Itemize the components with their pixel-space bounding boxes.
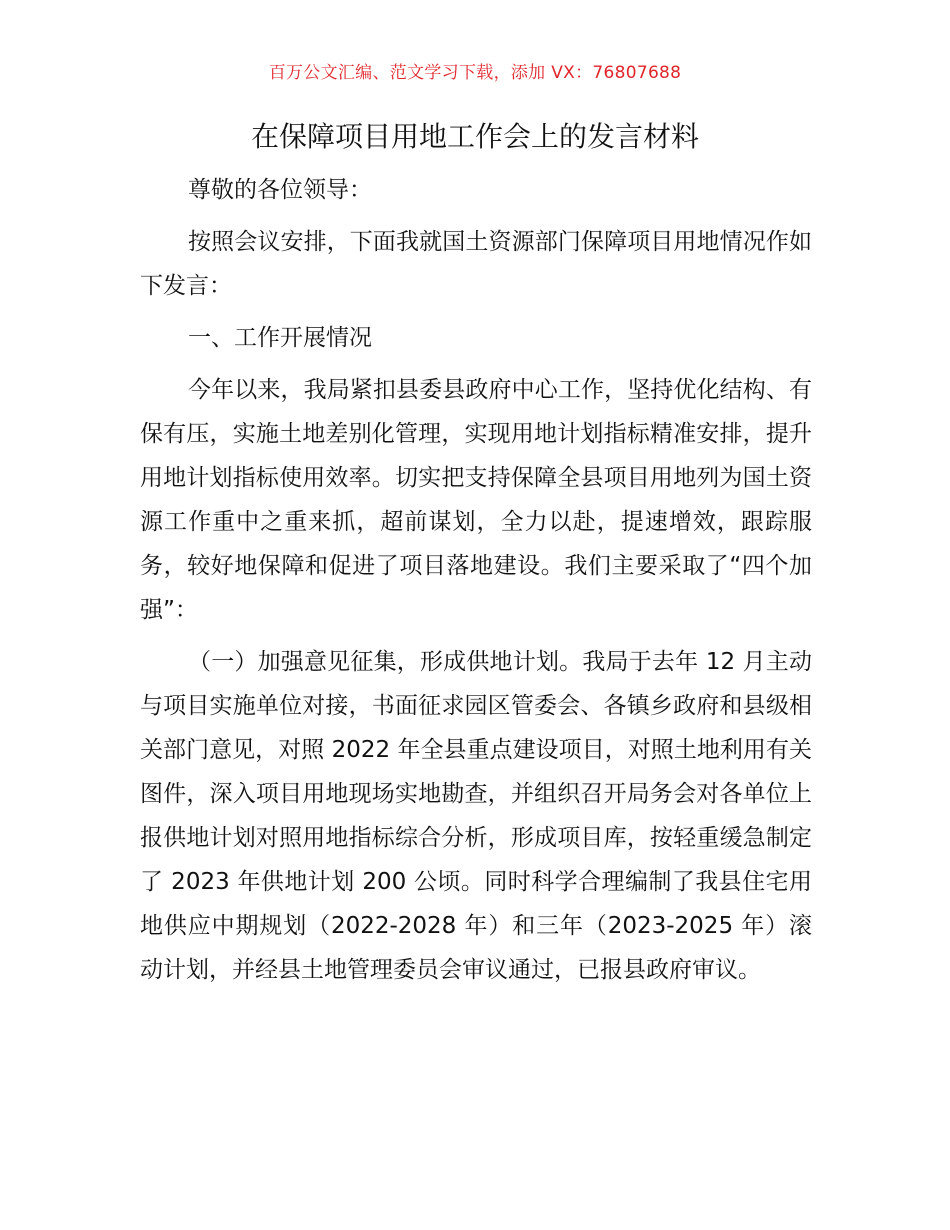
body-paragraph-2: （一）加强意见征集，形成供地计划。我局于去年 12 月主动与项目实施单位对接，书面征求园区管委会、各镇乡政府和县级相关部门意见，对照 2022 年全县重点建设项目，对照土地利用有关图件，深入项目用地现场实地勘查，并组织召开局务会对各单位上报供地计划对照用地指标综合分析，形成项目库，按轻重缓急制定了 2023 年供地计划 200 公顷。同时科学合理编制了我县住宅用地供应中期规划（2022-2028 年）和三年（2023-2025 年）滚动计划，并经县土地管理委员会审议通过，已报县政府审议。: [140, 649, 812, 983]
intro-paragraph: 按照会议安排，下面我就国土资源部门保障项目用地情况作如下发言：: [140, 229, 812, 299]
document-title: 在保障项目用地工作会上的发言材料: [250, 120, 699, 153]
document-body: [140, 168, 812, 1000]
body-paragraph-1: 今年以来，我局紧扣县委县政府中心工作，坚持优化结构、有保有压，实施土地差别化管理，实现用地计划指标精准安排，提升用地计划指标使用效率。切实把支持保障全县项目用地列为国土资源工作重中之重来抓，超前谋划，全力以赴，提速增效，跟踪服务，较好地保障和促进了项目落地建设。我们主要采取了“四个加强”：: [140, 377, 812, 623]
watermark-banner: 百万公文汇编、范文学习下载，添加 VX：76807688: [268, 63, 682, 83]
salutation: 尊敬的各位领导：: [188, 177, 372, 203]
section-heading: 一、工作开展情况: [188, 325, 372, 351]
